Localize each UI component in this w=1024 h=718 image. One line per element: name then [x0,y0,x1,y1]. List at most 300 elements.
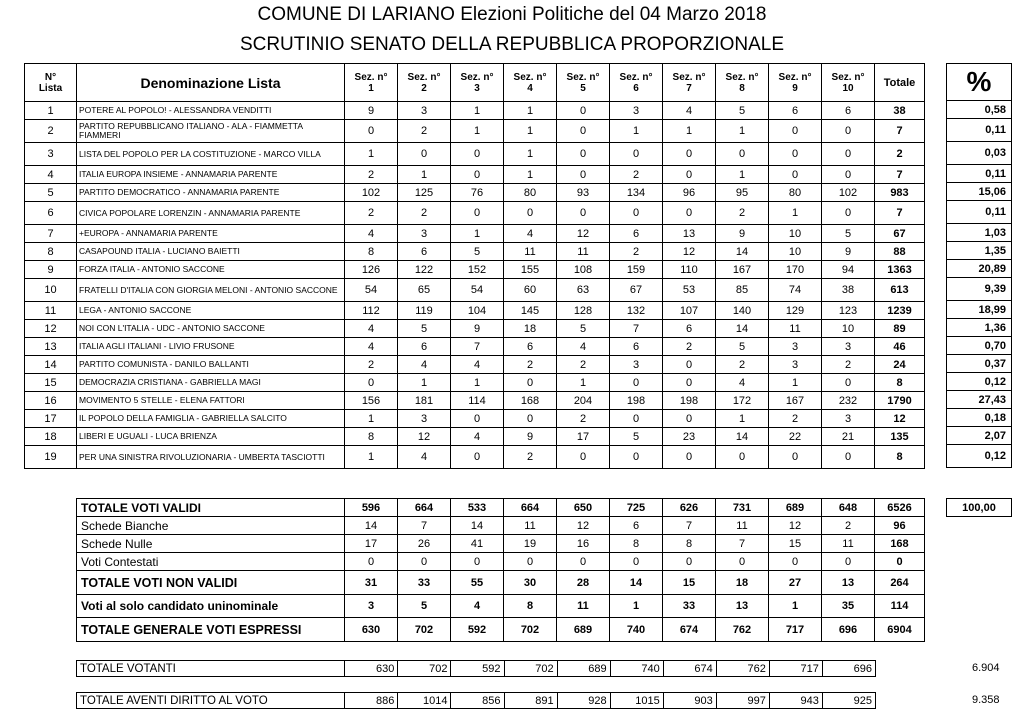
percent-row [947,355,1012,373]
list-number: 19 [25,446,77,469]
list-row [25,302,925,320]
list-name: POTERE AL POPOLO! - ALESSANDRA VENDITTI [77,102,345,120]
summary-cell: 7 [716,535,769,553]
summary-label: Schede Nulle [77,535,345,553]
vote-cell: 1 [504,120,557,143]
sezione-header [610,64,663,102]
vote-cell: 102 [822,184,875,202]
vote-cell: 125 [398,184,451,202]
vote-cell: 0 [663,374,716,392]
list-total: 2 [875,143,925,166]
vote-cell: 4 [557,338,610,356]
list-name: PER UNA SINISTRA RIVOLUZIONARIA - UMBERTA TASCIOTTI [77,446,345,469]
vote-cell: 6 [504,338,557,356]
results-table [24,63,925,469]
summary-cell: 740 [610,618,663,642]
sezione-header [504,64,557,102]
vote-cell: 12 [398,428,451,446]
summary-cell: 731 [716,499,769,517]
vote-cell: 14 [716,243,769,261]
percent-row [947,142,1012,165]
vote-cell: 0 [504,410,557,428]
summary-cell: 3 [345,595,398,618]
aventi-cell: 886 [345,693,398,709]
aventi-cell: 856 [451,693,504,709]
list-total: 89 [875,320,925,338]
list-name-header: Denominazione Lista [77,64,345,102]
summary-cell: 650 [557,499,610,517]
list-row [25,410,925,428]
list-percent: 1,03 [947,224,1012,242]
total-header: Totale [875,64,925,102]
vote-cell: 3 [822,338,875,356]
votanti-cell: 702 [504,661,557,677]
list-total: 7 [875,166,925,184]
sezione-header-prefix: Sez. n° [566,71,600,83]
header-row [25,64,925,102]
vote-cell: 18 [504,320,557,338]
list-number: 5 [25,184,77,202]
list-name: ITALIA EUROPA INSIEME - ANNAMARIA PARENTE [77,166,345,184]
votanti-cell: 702 [398,661,451,677]
vote-cell: 140 [716,302,769,320]
list-number: 16 [25,392,77,410]
vote-cell: 0 [610,202,663,225]
list-total: 12 [875,410,925,428]
vote-cell: 4 [504,225,557,243]
summary-cell: 0 [769,553,822,571]
vote-cell: 0 [504,374,557,392]
vote-cell: 2 [398,202,451,225]
sezione-header-prefix: Sez. n° [831,71,865,83]
summary-cell: 717 [769,618,822,642]
vote-cell: 5 [822,225,875,243]
summary-cell: 6 [610,517,663,535]
vote-cell: 2 [663,338,716,356]
page-subtitle: SCRUTINIO SENATO DELLA REPUBBLICA PROPORZIONALE [239,34,785,55]
vote-cell: 155 [504,261,557,279]
list-percent: 0,12 [947,373,1012,391]
sezione-header-prefix: Sez. n° [513,71,547,83]
vote-cell: 0 [716,143,769,166]
summary-row [77,499,925,517]
sezione-header-number: 10 [842,82,854,94]
sezione-header-prefix: Sez. n° [672,71,706,83]
sezione-header-number: 3 [474,82,480,94]
summary-cell: 31 [345,571,398,595]
summary-cell: 702 [398,618,451,642]
vote-cell: 102 [345,184,398,202]
vote-cell: 0 [345,374,398,392]
summary-cell: 674 [663,618,716,642]
list-row [25,374,925,392]
vote-cell: 2 [716,202,769,225]
list-row [25,356,925,374]
vote-cell: 80 [769,184,822,202]
vote-cell: 126 [345,261,398,279]
summary-cell: 7 [398,517,451,535]
summary-cell: 28 [557,571,610,595]
vote-cell: 0 [451,202,504,225]
vote-cell: 122 [398,261,451,279]
vote-cell: 9 [451,320,504,338]
sezione-header [663,64,716,102]
summary-label: TOTALE VOTI NON VALIDI [77,571,345,595]
vote-cell: 2 [557,410,610,428]
vote-cell: 4 [398,446,451,469]
aventi-table [76,692,876,709]
sezione-header-number: 4 [527,82,533,94]
vote-cell: 8 [345,243,398,261]
list-row [25,428,925,446]
sezione-header-number: 1 [368,82,374,94]
vote-cell: 4 [451,428,504,446]
vote-cell: 1 [451,120,504,143]
vote-cell: 0 [663,166,716,184]
vote-cell: 17 [557,428,610,446]
votanti-cell: 674 [663,661,716,677]
vote-cell: 114 [451,392,504,410]
vote-cell: 9 [716,225,769,243]
summary-cell: 1 [610,595,663,618]
summary-cell: 592 [451,618,504,642]
page-title: COMUNE DI LARIANO Elezioni Politiche del 04 Marzo 2018 [257,4,767,25]
list-row [25,120,925,143]
summary-total: 96 [875,517,925,535]
vote-cell: 5 [716,102,769,120]
list-row [25,202,925,225]
summary-cell: 11 [557,595,610,618]
summary-cell: 0 [504,553,557,571]
votanti-row [77,661,876,677]
list-name: IL POPOLO DELLA FAMIGLIA - GABRIELLA SALCITO [77,410,345,428]
vote-cell: 67 [610,279,663,302]
summary-cell: 13 [822,571,875,595]
votanti-cell: 762 [716,661,769,677]
percent-row [947,337,1012,355]
summary-cell: 19 [504,535,557,553]
percent-row [947,391,1012,409]
aventi-cell: 1014 [398,693,451,709]
vote-cell: 145 [504,302,557,320]
list-percent: 2,07 [947,427,1012,445]
summary-cell: 725 [610,499,663,517]
summary-cell: 0 [557,553,610,571]
summary-cell: 762 [716,618,769,642]
list-total: 1790 [875,392,925,410]
summary-cell: 33 [663,595,716,618]
percent-row [947,427,1012,445]
vote-cell: 0 [345,120,398,143]
votanti-cell: 630 [345,661,398,677]
summary-cell: 0 [451,553,504,571]
vote-cell: 2 [504,446,557,469]
percent-row [947,260,1012,278]
vote-cell: 2 [557,356,610,374]
vote-cell: 6 [769,102,822,120]
summary-cell: 26 [398,535,451,553]
summary-cell: 648 [822,499,875,517]
vote-cell: 2 [822,356,875,374]
vote-cell: 0 [716,446,769,469]
sezione-header-number: 5 [580,82,586,94]
vote-cell: 6 [398,243,451,261]
vote-cell: 1 [716,410,769,428]
vote-cell: 0 [822,143,875,166]
list-rows [25,102,925,469]
votanti-cell: 740 [610,661,663,677]
vote-cell: 3 [398,102,451,120]
summary-cell: 11 [822,535,875,553]
vote-cell: 6 [610,338,663,356]
percent-row [947,242,1012,260]
vote-cell: 0 [663,143,716,166]
summary-cell: 626 [663,499,716,517]
list-name: FORZA ITALIA - ANTONIO SACCONE [77,261,345,279]
vote-cell: 1 [345,410,398,428]
vote-cell: 128 [557,302,610,320]
list-row [25,184,925,202]
list-total: 46 [875,338,925,356]
list-row [25,320,925,338]
summary-row [77,553,925,571]
list-row [25,279,925,302]
list-row [25,166,925,184]
vote-cell: 3 [610,356,663,374]
percent-header: % [947,64,1012,101]
summary-cell: 12 [557,517,610,535]
summary-label: Voti al solo candidato uninominale [77,595,345,618]
vote-cell: 5 [451,243,504,261]
aventi-cell: 925 [822,693,875,709]
vote-cell: 6 [398,338,451,356]
summary-total: 264 [875,571,925,595]
list-row [25,225,925,243]
list-percent: 20,89 [947,260,1012,278]
vote-cell: 5 [610,428,663,446]
list-total: 8 [875,446,925,469]
list-number: 11 [25,302,77,320]
vote-cell: 38 [822,279,875,302]
percent-row [947,101,1012,119]
vote-cell: 10 [822,320,875,338]
list-total: 24 [875,356,925,374]
sezione-header [822,64,875,102]
summary-row [77,517,925,535]
summary-cell: 16 [557,535,610,553]
sezione-header-number: 9 [792,82,798,94]
list-total: 88 [875,243,925,261]
vote-cell: 1 [345,143,398,166]
percent-row [947,409,1012,427]
list-name: LIBERI E UGUALI - LUCA BRIENZA [77,428,345,446]
sezione-header-number: 6 [633,82,639,94]
list-percent: 1,35 [947,242,1012,260]
percent-row [947,445,1012,468]
vote-cell: 0 [822,446,875,469]
list-number: 9 [25,261,77,279]
summary-cell: 630 [345,618,398,642]
list-row [25,338,925,356]
vote-cell: 0 [610,446,663,469]
vote-cell: 0 [769,143,822,166]
vote-cell: 0 [769,166,822,184]
vote-cell: 168 [504,392,557,410]
summary-cell: 1 [769,595,822,618]
list-total: 7 [875,202,925,225]
aventi-total: 9.358 [972,694,1000,706]
summary-cell: 533 [451,499,504,517]
summary-cell: 0 [663,553,716,571]
list-name: LEGA - ANTONIO SACCONE [77,302,345,320]
vote-cell: 80 [504,184,557,202]
vote-cell: 1 [557,374,610,392]
vote-cell: 4 [451,356,504,374]
sezione-header [557,64,610,102]
percent-row [947,373,1012,391]
total-percent-value: 100,00 [947,499,1012,517]
summary-cell: 15 [769,535,822,553]
summary-cell: 33 [398,571,451,595]
list-number: 4 [25,166,77,184]
list-row [25,261,925,279]
vote-cell: 0 [769,446,822,469]
sezione-header-number: 2 [421,82,427,94]
sezione-header-prefix: Sez. n° [725,71,759,83]
list-percent: 15,06 [947,183,1012,201]
summary-cell: 13 [716,595,769,618]
list-name: DEMOCRAZIA CRISTIANA - GABRIELLA MAGI [77,374,345,392]
vote-cell: 0 [663,410,716,428]
vote-cell: 7 [610,320,663,338]
sezione-header-number: 7 [686,82,692,94]
list-number: 17 [25,410,77,428]
list-percent: 0,11 [947,201,1012,224]
list-total: 1363 [875,261,925,279]
vote-cell: 0 [822,202,875,225]
summary-cell: 14 [345,517,398,535]
vote-cell: 119 [398,302,451,320]
summary-cell: 8 [610,535,663,553]
list-percent: 0,11 [947,119,1012,142]
list-row [25,102,925,120]
summary-cell: 41 [451,535,504,553]
list-number: 12 [25,320,77,338]
vote-cell: 2 [345,166,398,184]
vote-cell: 1 [451,374,504,392]
vote-cell: 5 [716,338,769,356]
list-number: 18 [25,428,77,446]
vote-cell: 1 [610,120,663,143]
sezione-header-prefix: Sez. n° [407,71,441,83]
vote-cell: 6 [610,225,663,243]
sezione-header [451,64,504,102]
vote-cell: 1 [504,102,557,120]
list-name: NOI CON L'ITALIA - UDC - ANTONIO SACCONE [77,320,345,338]
summary-label: Schede Bianche [77,517,345,535]
summary-cell: 27 [769,571,822,595]
sezione-header [398,64,451,102]
aventi-label: TOTALE AVENTI DIRITTO AL VOTO [77,693,345,709]
summary-cell: 664 [504,499,557,517]
vote-cell: 0 [557,102,610,120]
vote-cell: 0 [451,410,504,428]
vote-cell: 2 [398,120,451,143]
aventi-cell: 928 [557,693,610,709]
summary-cell: 0 [610,553,663,571]
summary-cell: 0 [822,553,875,571]
vote-cell: 7 [451,338,504,356]
list-number: 14 [25,356,77,374]
sezione-header-number: 8 [739,82,745,94]
vote-cell: 1 [398,166,451,184]
vote-cell: 129 [769,302,822,320]
list-total: 135 [875,428,925,446]
summary-cell: 30 [504,571,557,595]
percent-row [947,183,1012,201]
vote-cell: 0 [557,120,610,143]
vote-cell: 3 [398,225,451,243]
percent-row [947,201,1012,224]
list-row [25,143,925,166]
percent-table [946,63,1012,468]
summary-row [77,618,925,642]
list-name: +EUROPA - ANNAMARIA PARENTE [77,225,345,243]
vote-cell: 9 [345,102,398,120]
vote-cell: 181 [398,392,451,410]
vote-cell: 10 [769,225,822,243]
vote-cell: 2 [769,410,822,428]
vote-cell: 3 [769,356,822,374]
vote-cell: 0 [557,143,610,166]
list-row [25,392,925,410]
votanti-table [76,660,876,677]
summary-row [77,595,925,618]
summary-cell: 14 [610,571,663,595]
summary-row [77,571,925,595]
votanti-total: 6.904 [972,662,1000,674]
vote-cell: 8 [345,428,398,446]
votanti-cell: 689 [557,661,610,677]
summary-cell: 689 [557,618,610,642]
vote-cell: 2 [504,356,557,374]
summary-cell: 18 [716,571,769,595]
vote-cell: 95 [716,184,769,202]
sezione-header-prefix: Sez. n° [460,71,494,83]
summary-cell: 2 [822,517,875,535]
list-name: PARTITO DEMOCRATICO - ANNAMARIA PARENTE [77,184,345,202]
list-total: 38 [875,102,925,120]
vote-cell: 96 [663,184,716,202]
vote-cell: 156 [345,392,398,410]
list-percent: 9,39 [947,278,1012,301]
summary-table [76,498,925,642]
sezione-header [716,64,769,102]
list-percent: 27,43 [947,391,1012,409]
list-name: PARTITO REPUBBLICANO ITALIANO - ALA - FIAMMETTA FIAMMERI [77,120,345,143]
list-total: 983 [875,184,925,202]
vote-cell: 4 [345,338,398,356]
vote-cell: 170 [769,261,822,279]
list-total: 67 [875,225,925,243]
summary-total: 6904 [875,618,925,642]
summary-cell: 0 [716,553,769,571]
vote-cell: 11 [769,320,822,338]
vote-cell: 112 [345,302,398,320]
vote-cell: 14 [716,320,769,338]
vote-cell: 76 [451,184,504,202]
vote-cell: 63 [557,279,610,302]
